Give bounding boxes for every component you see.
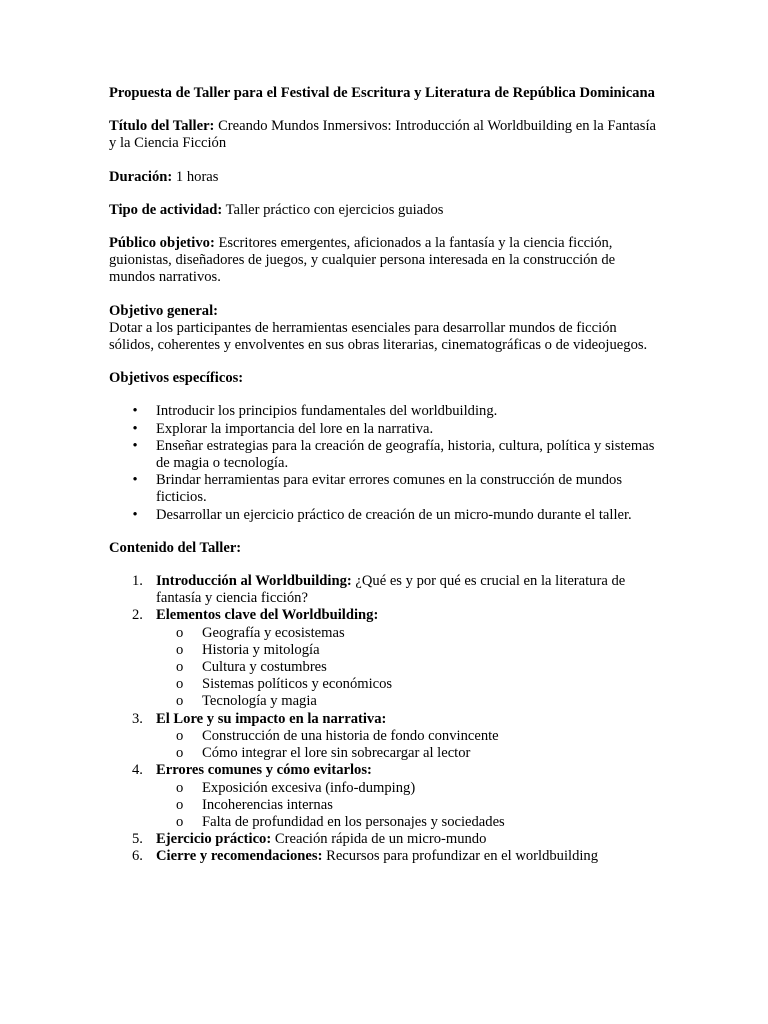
publico-value: Escritores emergentes, aficionados a la fantasía y la ciencia ficción, guionistas, diseñadores de juegos, y cualquier persona interesada en la construcción de mundos narrativos.: [109, 235, 616, 286]
sub-item: o Construcción de una historia de fondo convincente: [176, 727, 499, 744]
item-number: 1.: [132, 573, 143, 590]
publico-paragraph: [109, 235, 664, 287]
item-number: 2.: [132, 607, 143, 624]
sub-marker: o: [176, 676, 184, 693]
bullet-marker: •: [132, 403, 138, 420]
sub-marker: o: [176, 641, 184, 658]
objetivos-especificos-label: Objetivos específicos:: [109, 370, 244, 387]
numbered-item: [109, 831, 664, 848]
numbered-item: [109, 762, 664, 831]
sub-item: o Sistemas políticos y económicos: [176, 676, 393, 693]
sub-marker: o: [176, 796, 184, 813]
item-number: 4.: [132, 762, 143, 779]
numbered-item: [109, 573, 664, 607]
sub-item: o Tecnología y magia: [176, 693, 317, 710]
item-title: Introducción al Worldbuilding:: [156, 573, 352, 590]
item-title: Cierre y recomendaciones:: [156, 848, 323, 865]
item-title: Errores comunes y cómo evitarlos:: [156, 762, 372, 779]
sub-marker: o: [176, 693, 184, 710]
sub-item: o Historia y mitología: [176, 641, 320, 658]
item-text: Creación rápida de un micro-mundo: [271, 831, 487, 848]
sub-marker: o: [176, 779, 184, 796]
sub-list: [156, 728, 664, 762]
objetivo-general-label: Objetivo general:: [109, 302, 219, 319]
duracion-label: Duración:: [109, 168, 173, 185]
item-text: ¿Qué es y por qué es crucial en la literatura de fantasía y ciencia ficción?: [156, 573, 626, 607]
bullet-marker: •: [132, 506, 138, 523]
duracion-paragraph: [109, 169, 664, 186]
objetivos-especificos-list: [109, 403, 664, 523]
titulo-value: Creando Mundos Inmersivos: Introducción al Worldbuilding en la Fantasía y la Ciencia Ficción: [109, 118, 656, 152]
sub-item: o Exposición excesiva (info-dumping): [176, 779, 416, 796]
contenido-list: [109, 573, 664, 865]
titulo-label: Título del Taller:: [109, 118, 215, 135]
bullet-marker: •: [132, 420, 138, 437]
sub-item: o Cultura y costumbres: [176, 659, 327, 676]
tipo-paragraph: [109, 202, 664, 219]
duracion-value: 1 horas: [172, 168, 219, 185]
document-heading: Propuesta de Taller para el Festival de Escritura y Literatura de República Dominicana: [109, 85, 655, 101]
sub-item: o Incoherencias internas: [176, 796, 333, 813]
list-item: • Brindar herramientas para evitar errores comunes en la construcción de mundos ficticios.: [109, 472, 664, 506]
numbered-item: [109, 711, 664, 763]
sub-item: o Cómo integrar el lore sin sobrecargar al lector: [176, 745, 471, 762]
bullet-marker: •: [132, 437, 138, 454]
sub-item: o Falta de profundidad en los personajes y sociedades: [176, 813, 505, 830]
numbered-item: [109, 607, 664, 710]
sub-item: o Geografía y ecosistemas: [176, 624, 345, 641]
tipo-label: Tipo de actividad:: [109, 201, 223, 218]
item-number: 5.: [132, 831, 143, 848]
objetivo-general-text: Dotar a los participantes de herramientas esenciales para desarrollar mundos de ficción sólidos, coherentes y envolventes en sus obras literarias, cinematográficas o de videojuegos.: [109, 319, 648, 354]
document-body: [109, 85, 664, 866]
sub-marker: o: [176, 659, 184, 676]
contenido-label: Contenido del Taller:: [109, 539, 242, 556]
item-title: Ejercicio práctico:: [156, 831, 272, 848]
list-item: • Desarrollar un ejercicio práctico de creación de un micro-mundo durante el taller.: [109, 507, 664, 524]
item-number: 6.: [132, 848, 143, 865]
item-text: Recursos para profundizar en el worldbuilding: [322, 848, 599, 865]
titulo-paragraph: [109, 118, 664, 152]
sub-list: [156, 625, 664, 711]
list-item: • Enseñar estrategias para la creación de geografía, historia, cultura, política y sistemas de magia o tecnología.: [109, 438, 664, 472]
sub-marker: o: [176, 813, 184, 830]
bullet-marker: •: [132, 472, 138, 489]
sub-marker: o: [176, 624, 184, 641]
list-item: • Explorar la importancia del lore en la narrativa.: [109, 421, 664, 438]
item-number: 3.: [132, 710, 143, 727]
item-title: El Lore y su impacto en la narrativa:: [156, 710, 387, 727]
list-item: • Introducir los principios fundamentales del worldbuilding.: [109, 403, 664, 420]
publico-label: Público objetivo:: [109, 235, 215, 252]
item-title: Elementos clave del Worldbuilding:: [156, 607, 379, 624]
sub-marker: o: [176, 727, 184, 744]
sub-list: [156, 780, 664, 832]
tipo-value: Taller práctico con ejercicios guiados: [222, 201, 444, 218]
sub-marker: o: [176, 745, 184, 762]
numbered-item: [109, 848, 664, 865]
